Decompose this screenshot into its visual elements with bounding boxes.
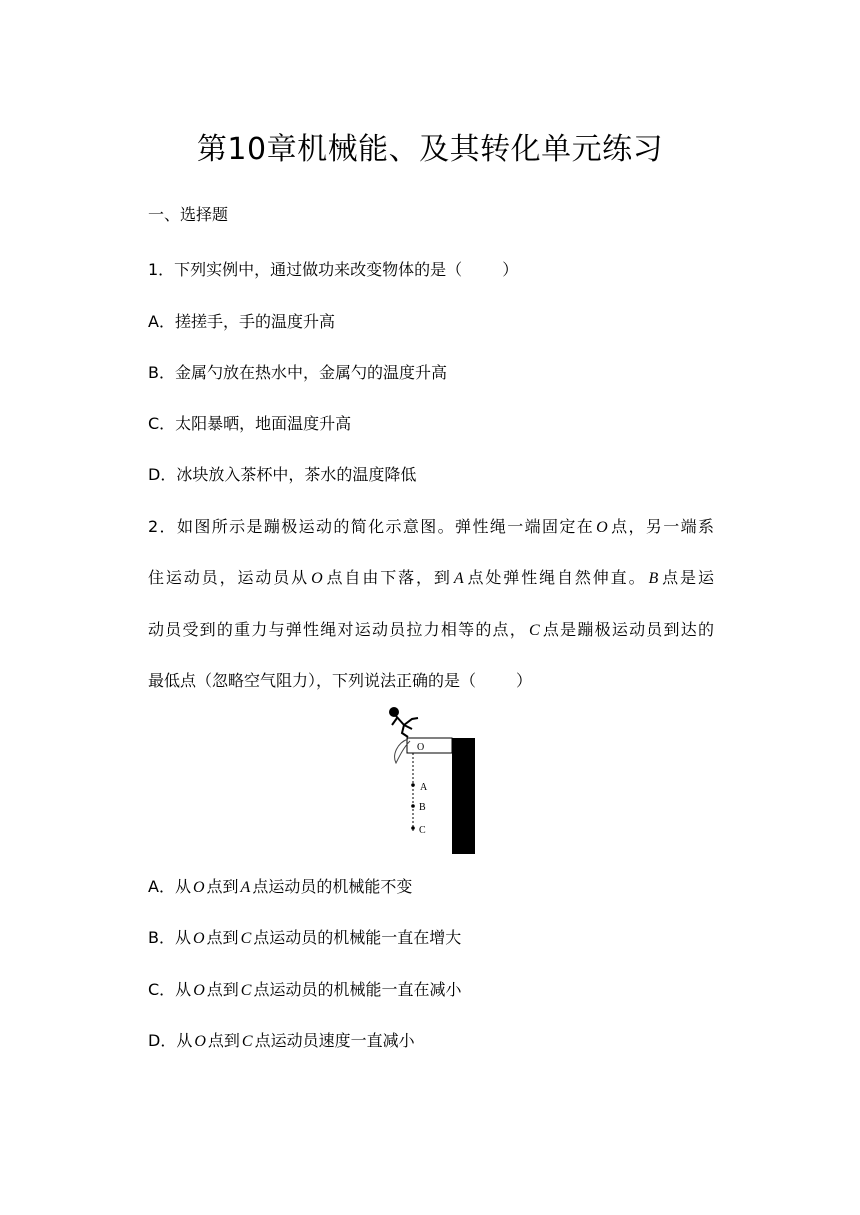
opt-text: 点到 (206, 928, 239, 947)
q2-var-o: O (311, 570, 323, 587)
opt-text: 点运动员速度一直减小 (254, 1031, 415, 1050)
question-2-option-d (148, 1028, 415, 1051)
q2-paren-close: ） (516, 671, 533, 690)
q2-text: 住运动员，运动员从 (148, 568, 310, 587)
q2-text: 点自由下落，到 (324, 568, 452, 587)
question-1-paren-close: ） (502, 260, 519, 279)
opt-var: O (193, 982, 205, 999)
question-1-option-d: D．冰块放入茶杯中，茶水的温度降低 (148, 465, 417, 484)
wall (452, 738, 475, 854)
question-2-line-2 (148, 565, 714, 588)
q2-var-a: A (453, 570, 464, 587)
question-2-option-b (148, 925, 461, 948)
jumper-figure (389, 707, 418, 737)
label-c: C (419, 825, 426, 836)
question-2-line-1 (148, 514, 714, 537)
question-1-option-c: C．太阳暴晒，地面温度升高 (148, 414, 352, 433)
q2-text: 点是蹦极运动员到达的 (541, 620, 714, 639)
opt-text: 点运动员的机械能不变 (252, 877, 413, 896)
opt-var: O (192, 930, 205, 947)
q2-text: 动员受到的重力与弹性绳对运动员拉力相等的点， (148, 620, 528, 639)
opt-text: C．从 (148, 980, 192, 999)
opt-var: C (240, 930, 252, 947)
point-b-dot (411, 804, 415, 808)
opt-text: 点到 (206, 877, 239, 896)
q2-text: 点，另一端系 (609, 517, 714, 536)
question-2-option-a (148, 874, 412, 897)
question-1-option-b: B．金属勺放在热水中，金属勺的温度升高 (148, 363, 447, 382)
q2-var-b: B (648, 570, 659, 587)
question-2-line-4 (148, 668, 532, 691)
opt-text: B．从 (148, 928, 191, 947)
point-a-dot (411, 783, 415, 787)
opt-var: A (240, 879, 251, 896)
question-1-option-a: A．搓搓手，手的温度升高 (148, 312, 335, 331)
opt-text: 点运动员的机械能一直在减小 (253, 980, 462, 999)
platform (407, 738, 452, 753)
q2-text: 点处弹性绳自然伸直。 (465, 568, 647, 587)
bungee-diagram (382, 703, 482, 855)
q2-text: 2．如图所示是蹦极运动的简化示意图。弹性绳一端固定在 (148, 517, 595, 536)
opt-var: O (192, 879, 205, 896)
label-b: B (419, 802, 426, 813)
q2-var-o: O (596, 519, 608, 536)
point-c-dot (411, 826, 415, 830)
page-title: 第10章机械能、及其转化单元练习 (196, 132, 664, 167)
opt-text: 点到 (206, 980, 239, 999)
opt-var: C (240, 982, 252, 999)
question-1-stem (148, 257, 518, 280)
section-heading: 一、选择题 (148, 205, 229, 224)
opt-text: 点运动员的机械能一直在增大 (253, 928, 462, 947)
q2-text: 点是运 (660, 568, 714, 587)
question-2-line-3 (148, 617, 714, 640)
opt-text: 点到 (207, 1031, 240, 1050)
opt-var: C (241, 1033, 253, 1050)
opt-text: D．从 (148, 1031, 193, 1050)
q2-text: 最低点（忽略空气阻力），下列说法正确的是（ (148, 671, 477, 690)
label-a: A (420, 782, 428, 793)
opt-var: O (194, 1033, 206, 1050)
opt-text: A．从 (148, 877, 191, 896)
question-2-option-c (148, 977, 461, 1000)
question-1-text: 1．下列实例中，通过做功来改变物体的是（ (148, 260, 463, 279)
q2-var-c: C (529, 622, 540, 639)
label-o: O (417, 742, 425, 753)
